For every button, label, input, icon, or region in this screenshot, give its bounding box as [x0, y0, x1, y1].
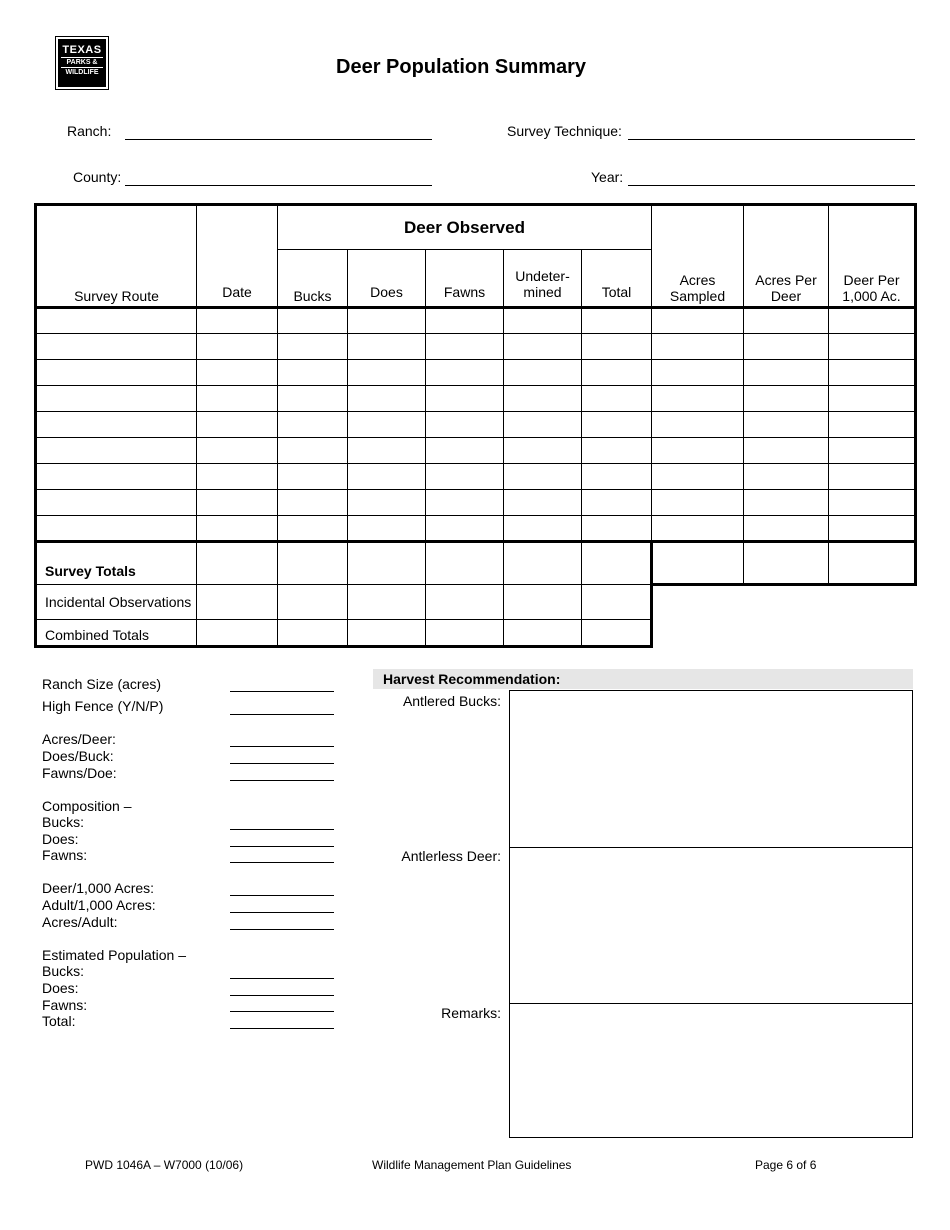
est-does-label: Does: — [42, 980, 79, 996]
table-cell[interactable] — [652, 412, 744, 438]
table-cell[interactable] — [582, 438, 652, 464]
incidental-cell[interactable] — [278, 585, 348, 620]
table-cell[interactable] — [348, 464, 426, 490]
est-does-field[interactable] — [230, 995, 334, 996]
table-cell[interactable] — [582, 464, 652, 490]
year-label: Year: — [591, 169, 624, 185]
table-cell[interactable] — [744, 464, 829, 490]
table-cell[interactable] — [744, 516, 829, 542]
comp-does-label: Does: — [42, 831, 79, 847]
col-deer-per-1000: Deer Per 1,000 Ac. — [829, 205, 916, 308]
table-cell[interactable] — [504, 438, 582, 464]
table-cell[interactable] — [426, 438, 504, 464]
comp-bucks-field[interactable] — [230, 829, 334, 830]
table-cell[interactable] — [652, 516, 744, 542]
table-cell[interactable] — [504, 334, 582, 360]
table-cell[interactable] — [426, 360, 504, 386]
table-cell[interactable] — [582, 386, 652, 412]
ranch-size-field[interactable] — [230, 691, 334, 692]
table-cell[interactable] — [197, 516, 278, 542]
antlerless-deer-label: Antlerless Deer: — [401, 848, 501, 864]
col-undetermined: Undeter-mined — [504, 250, 582, 308]
table-cell[interactable] — [348, 438, 426, 464]
col-bucks: Bucks — [278, 250, 348, 308]
incidental-cell[interactable] — [582, 585, 652, 620]
antlered-bucks-box[interactable] — [509, 690, 913, 848]
incidental-cell[interactable] — [197, 585, 278, 620]
table-cell[interactable] — [348, 334, 426, 360]
col-acres-sampled: Acres Sampled — [652, 205, 744, 308]
table-cell[interactable] — [278, 308, 348, 334]
table-cell[interactable] — [197, 464, 278, 490]
table-cell[interactable] — [278, 334, 348, 360]
col-fawns: Fawns — [426, 250, 504, 308]
table-cell[interactable] — [197, 386, 278, 412]
table-cell[interactable] — [36, 308, 197, 334]
table-cell[interactable] — [504, 308, 582, 334]
does-buck-label: Does/Buck: — [42, 748, 114, 764]
incidental-label: Incidental Observations — [36, 585, 197, 620]
fawns-doe-field[interactable] — [230, 780, 334, 781]
table-row — [36, 516, 916, 542]
survey-totals-cell[interactable] — [829, 542, 916, 585]
comp-does-field[interactable] — [230, 846, 334, 847]
table-cell[interactable] — [197, 360, 278, 386]
table-cell[interactable] — [36, 360, 197, 386]
table-cell[interactable] — [426, 516, 504, 542]
table-cell[interactable] — [829, 490, 916, 516]
table-cell[interactable] — [829, 360, 916, 386]
combined-totals-label: Combined Totals — [36, 620, 197, 647]
survey-totals-cell[interactable] — [504, 542, 582, 585]
table-cell[interactable] — [652, 438, 744, 464]
table-cell[interactable] — [504, 516, 582, 542]
high-fence-field[interactable] — [230, 714, 334, 715]
incidental-cell[interactable] — [348, 585, 426, 620]
deer-1000-label: Deer/1,000 Acres: — [42, 880, 155, 896]
ranch-label: Ranch: — [67, 123, 112, 139]
acres-deer-field[interactable] — [230, 746, 334, 747]
table-cell[interactable] — [744, 412, 829, 438]
comp-fawns-label: Fawns: — [42, 847, 88, 863]
county-field[interactable] — [125, 185, 432, 186]
tpwd-logo — [55, 36, 109, 90]
deer-observation-table — [34, 203, 917, 648]
county-label: County: — [73, 169, 122, 185]
table-cell[interactable] — [652, 308, 744, 334]
remarks-label: Remarks: — [441, 1005, 501, 1021]
survey-totals-cell[interactable] — [582, 542, 652, 585]
table-cell[interactable] — [348, 360, 426, 386]
table-cell[interactable] — [36, 438, 197, 464]
acres-adult-field[interactable] — [230, 929, 334, 930]
adult-1000-field[interactable] — [230, 912, 334, 913]
table-cell[interactable] — [829, 308, 916, 334]
table-row — [36, 490, 916, 516]
table-cell[interactable] — [829, 464, 916, 490]
table-cell[interactable] — [652, 490, 744, 516]
table-row — [36, 334, 916, 360]
table-cell[interactable] — [348, 412, 426, 438]
logo-text-texas: TEXAS — [62, 44, 102, 56]
est-total-label: Total: — [42, 1013, 76, 1029]
table-cell[interactable] — [36, 464, 197, 490]
table-cell[interactable] — [582, 308, 652, 334]
high-fence-label: High Fence (Y/N/P) — [42, 698, 164, 714]
logo-text-parks: PARKS & — [61, 57, 103, 67]
footer-page-number: Page 6 of 6 — [755, 1158, 817, 1172]
table-cell[interactable] — [197, 490, 278, 516]
table-cell[interactable] — [278, 386, 348, 412]
table-cell[interactable] — [652, 464, 744, 490]
table-cell[interactable] — [426, 490, 504, 516]
est-bucks-field[interactable] — [230, 978, 334, 979]
table-cell[interactable] — [829, 334, 916, 360]
table-cell[interactable] — [278, 464, 348, 490]
survey-totals-cell[interactable] — [348, 542, 426, 585]
table-cell[interactable] — [652, 334, 744, 360]
table-cell[interactable] — [36, 516, 197, 542]
table-cell[interactable] — [36, 412, 197, 438]
est-fawns-label: Fawns: — [42, 997, 88, 1013]
col-acres-per-deer: Acres Per Deer — [744, 205, 829, 308]
table-cell[interactable] — [426, 386, 504, 412]
table-cell[interactable] — [652, 360, 744, 386]
survey-totals-label: Survey Totals — [36, 542, 197, 585]
table-cell[interactable] — [582, 412, 652, 438]
table-cell[interactable] — [278, 412, 348, 438]
table-cell[interactable] — [504, 412, 582, 438]
est-total-field[interactable] — [230, 1028, 334, 1029]
year-field[interactable] — [628, 185, 915, 186]
table-cell[interactable] — [504, 360, 582, 386]
table-cell[interactable] — [278, 360, 348, 386]
table-cell[interactable] — [278, 438, 348, 464]
combined-cell[interactable] — [197, 620, 278, 647]
col-does: Does — [348, 250, 426, 308]
table-cell[interactable] — [504, 490, 582, 516]
table-cell[interactable] — [348, 386, 426, 412]
table-cell[interactable] — [426, 308, 504, 334]
est-bucks-label: Bucks: — [42, 963, 85, 979]
table-cell[interactable] — [582, 516, 652, 542]
remarks-box[interactable] — [509, 1003, 913, 1138]
table-row — [36, 308, 916, 334]
table-row — [36, 412, 916, 438]
combined-cell[interactable] — [582, 620, 652, 647]
survey-totals-cell[interactable] — [197, 542, 278, 585]
deer-observed-header: Deer Observed — [278, 205, 652, 250]
survey-totals-cell[interactable] — [744, 542, 829, 585]
table-cell[interactable] — [348, 516, 426, 542]
combined-cell[interactable] — [504, 620, 582, 647]
ranch-size-label: Ranch Size (acres) — [42, 676, 162, 692]
ranch-field[interactable] — [125, 139, 432, 140]
table-row — [36, 438, 916, 464]
table-cell[interactable] — [426, 464, 504, 490]
table-cell[interactable] — [426, 334, 504, 360]
table-cell[interactable] — [278, 516, 348, 542]
col-total: Total — [582, 250, 652, 308]
table-cell[interactable] — [744, 438, 829, 464]
survey-totals-cell[interactable] — [278, 542, 348, 585]
survey-technique-field[interactable] — [628, 139, 915, 140]
table-cell[interactable] — [197, 412, 278, 438]
table-cell[interactable] — [744, 334, 829, 360]
table-cell[interactable] — [348, 490, 426, 516]
comp-bucks-label: Bucks: — [42, 814, 85, 830]
table-cell[interactable] — [829, 438, 916, 464]
table-cell[interactable] — [36, 386, 197, 412]
table-cell[interactable] — [197, 334, 278, 360]
table-cell[interactable] — [278, 490, 348, 516]
acres-deer-label: Acres/Deer: — [42, 731, 116, 747]
deer-1000-field[interactable] — [230, 895, 334, 896]
footer-doc-title: Wildlife Management Plan Guidelines — [372, 1158, 572, 1172]
combined-cell[interactable] — [426, 620, 504, 647]
antlered-bucks-label: Antlered Bucks: — [402, 693, 501, 709]
table-cell[interactable] — [504, 386, 582, 412]
est-pop-label: Estimated Population – — [42, 947, 186, 963]
fawns-doe-label: Fawns/Doe: — [42, 765, 117, 781]
table-cell[interactable] — [582, 360, 652, 386]
page-title: Deer Population Summary — [336, 56, 587, 78]
adult-1000-label: Adult/1,000 Acres: — [42, 897, 156, 913]
does-buck-field[interactable] — [230, 763, 334, 764]
table-cell[interactable] — [36, 490, 197, 516]
composition-label: Composition – — [42, 798, 132, 814]
table-cell[interactable] — [582, 490, 652, 516]
table-cell[interactable] — [744, 308, 829, 334]
antlerless-deer-box[interactable] — [509, 847, 913, 1004]
table-row — [36, 360, 916, 386]
col-date: Date — [197, 205, 278, 308]
combined-cell[interactable] — [348, 620, 426, 647]
footer-form-id: PWD 1046A – W7000 (10/06) — [85, 1158, 244, 1172]
table-cell[interactable] — [744, 386, 829, 412]
logo-text-wildlife: WILDLIFE — [61, 67, 103, 77]
incidental-cell[interactable] — [504, 585, 582, 620]
table-cell[interactable] — [426, 412, 504, 438]
table-cell[interactable] — [829, 412, 916, 438]
table-row — [36, 464, 916, 490]
table-cell[interactable] — [829, 516, 916, 542]
incidental-cell[interactable] — [426, 585, 504, 620]
table-row — [36, 386, 916, 412]
table-cell[interactable] — [652, 386, 744, 412]
table-cell[interactable] — [36, 334, 197, 360]
table-cell[interactable] — [829, 386, 916, 412]
table-cell[interactable] — [582, 334, 652, 360]
survey-totals-cell[interactable] — [652, 542, 744, 585]
table-cell[interactable] — [197, 308, 278, 334]
combined-cell[interactable] — [278, 620, 348, 647]
table-cell[interactable] — [504, 464, 582, 490]
survey-technique-label: Survey Technique: — [507, 123, 622, 139]
col-survey-route: Survey Route — [36, 205, 197, 308]
table-cell[interactable] — [348, 308, 426, 334]
harvest-recommendation-header: Harvest Recommendation: — [373, 669, 913, 689]
table-cell[interactable] — [744, 490, 829, 516]
table-cell[interactable] — [197, 438, 278, 464]
survey-totals-cell[interactable] — [426, 542, 504, 585]
table-cell[interactable] — [744, 360, 829, 386]
acres-adult-label: Acres/Adult: — [42, 914, 118, 930]
